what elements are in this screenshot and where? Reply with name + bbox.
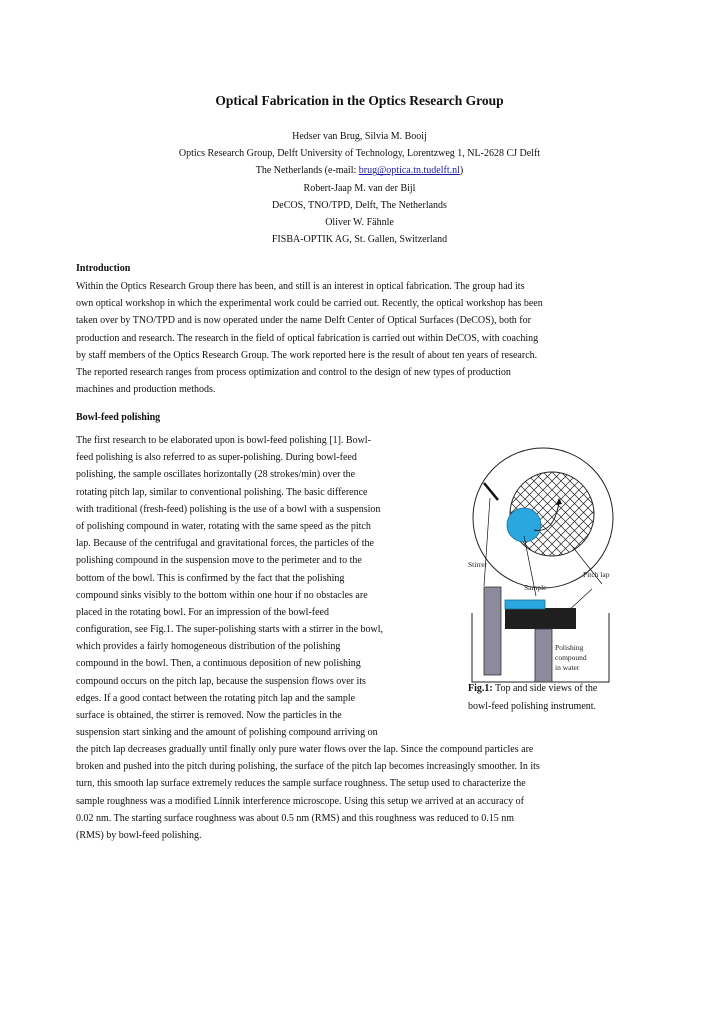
text-line: suspension start sinking and the amount of polishing compound arriving on (76, 727, 378, 739)
stirrer-leader (484, 498, 490, 586)
bowl-feed-diagram (462, 436, 642, 706)
author-names-1: Hedser van Brug, Silvia M. Booij (292, 131, 427, 142)
text-line: compound sinks visibly to the bottom within one hour if no obstacles are (76, 589, 368, 601)
text-line: taken over by TNO/TPD and is now operated under the name Delft Center of Optical Surfaces (DeCOS), both for (76, 315, 531, 327)
stirrer-label: Stirrer (468, 560, 488, 569)
bowl-feed-paragraph-continued (76, 741, 540, 844)
stirrer-top-view (484, 483, 498, 500)
polishing-label-line-3: in water (555, 663, 580, 672)
author-names-3: Oliver W. Fähnle (325, 217, 394, 229)
text-line: production and research. The research in the field of optical fabrication is carried out within DeCOS, with coaching (76, 332, 539, 344)
affiliation-3: FISBA-OPTIK AG, St. Gallen, Switzerland (271, 234, 448, 246)
figure-1-caption (468, 680, 668, 715)
text-line: of polishing compound in water, rotating with the same speed as the pitch (76, 520, 371, 532)
polishing-compound-label (555, 643, 587, 673)
email-prefix: The Netherlands (e-mail: (255, 165, 359, 177)
polishing-label-line-1: Polishing (555, 643, 584, 652)
text-line: sample roughness was a modified Linnik interference microscope. Using this setup we arrived at an accuracy of (76, 795, 524, 807)
text-line: polishing compound in the suspension move to the perimeter and to the (76, 555, 362, 567)
text-line: the pitch lap decreases gradually until finally only pure water flows over the lap. Since the compound particles are (76, 744, 534, 755)
introduction-paragraph (76, 278, 543, 398)
stirrer-side-view (484, 587, 501, 675)
introduction-heading: Introduction (76, 263, 131, 274)
affiliation-1-country (0, 162, 719, 179)
affiliation-1: Optics Research Group, Delft University of Technology, Lorentzweg 1, NL-2628 CJ Delft (178, 148, 541, 160)
text-line: feed polishing is also referred to as super-polishing. During bowl-feed (76, 452, 357, 464)
pitch-lap-label: Pitch lap (583, 570, 610, 579)
polishing-label-line-2: compound (555, 653, 587, 662)
caption-label: Fig.1: (468, 683, 493, 694)
pitch-lap-side-view (505, 608, 576, 629)
figure-1 (462, 436, 642, 706)
text-line: machines and production methods. (76, 384, 216, 396)
text-line: rotating pitch lap, similar to conventional polishing. The basic difference (76, 486, 368, 498)
text-line: polishing, the sample oscillates horizontally (28 strokes/min) over the (76, 469, 356, 481)
lap-spindle (535, 629, 552, 682)
affiliation-2: DeCOS, TNO/TPD, Delft, The Netherlands (272, 199, 447, 211)
sample-side-view (505, 600, 545, 609)
author-block (0, 128, 719, 248)
text-line: surface is obtained, the stirrer is removed. Now the particles in the (76, 710, 342, 721)
text-line: own optical workshop in which the experimental work could be carried out. Recently, the optical workshop has been (76, 298, 543, 310)
text-line: (RMS) by bowl-feed polishing. (76, 829, 202, 841)
text-line: edges. If a good contact between the rotating pitch lap and the sample (76, 692, 356, 704)
text-line: placed in the rotating bowl. For an impression of the bowl-feed (76, 606, 329, 618)
text-line: lap. Because of the centrifugal and gravitational forces, the particles of the (76, 538, 374, 550)
author-names-2: Robert-Jaap M. van der Bijl (303, 182, 416, 194)
author-email-link[interactable]: brug@optica.tn.tudelft.nl (358, 165, 460, 177)
text-line: with traditional (fresh-feed) polishing is the use of a bowl with a suspension (76, 503, 381, 515)
text-line: The first research to be elaborated upon is bowl-feed polishing [1]. Bowl- (76, 435, 371, 446)
text-line: compound in the bowl. Then, a continuous deposition of new polishing (76, 658, 361, 670)
caption-text: Top and side views of the (492, 683, 598, 694)
text-line: by staff members of the Optics Research Group. The work reported here is the result of about ten years of research. (76, 349, 538, 361)
caption-line-2: bowl-feed polishing instrument. (468, 700, 597, 712)
text-line: turn, this smooth lap surface extremely reduces the sample surface roughness. The setup used to characterize the (76, 778, 526, 790)
text-line: 0.02 nm. The starting surface roughness was about 0.5 nm (RMS) and this roughness was reduced to 0.15 nm (76, 812, 515, 824)
bowl-feed-paragraph (76, 432, 383, 741)
text-line: configuration, see Fig.1. The super-polishing starts with a stirrer in the bowl, (76, 624, 384, 636)
bowl-feed-heading: Bowl-feed polishing (76, 412, 161, 423)
paper-title: Optical Fabrication in the Optics Research Group (215, 93, 504, 108)
text-line: The reported research ranges from process optimization and control to the design of new types of production (76, 366, 511, 378)
caption-line-1 (468, 680, 668, 698)
text-line: bottom of the bowl. This is confirmed by the fact that the polishing (76, 572, 345, 584)
text-line: compound occurs on the pitch lap, because the suspension flows over its (76, 675, 366, 687)
sample-label: Sample (524, 583, 547, 592)
email-suffix: ) (459, 165, 464, 177)
text-line: which provides a fairly homogeneous distribution of the polishing (76, 641, 341, 653)
text-line: Within the Optics Research Group there has been, and still is an interest in optical fabrication. The group had its (76, 281, 525, 292)
text-line: broken and pushed into the pitch during polishing, the surface of the pitch lap becomes increasingly smoother. In its (76, 761, 540, 773)
